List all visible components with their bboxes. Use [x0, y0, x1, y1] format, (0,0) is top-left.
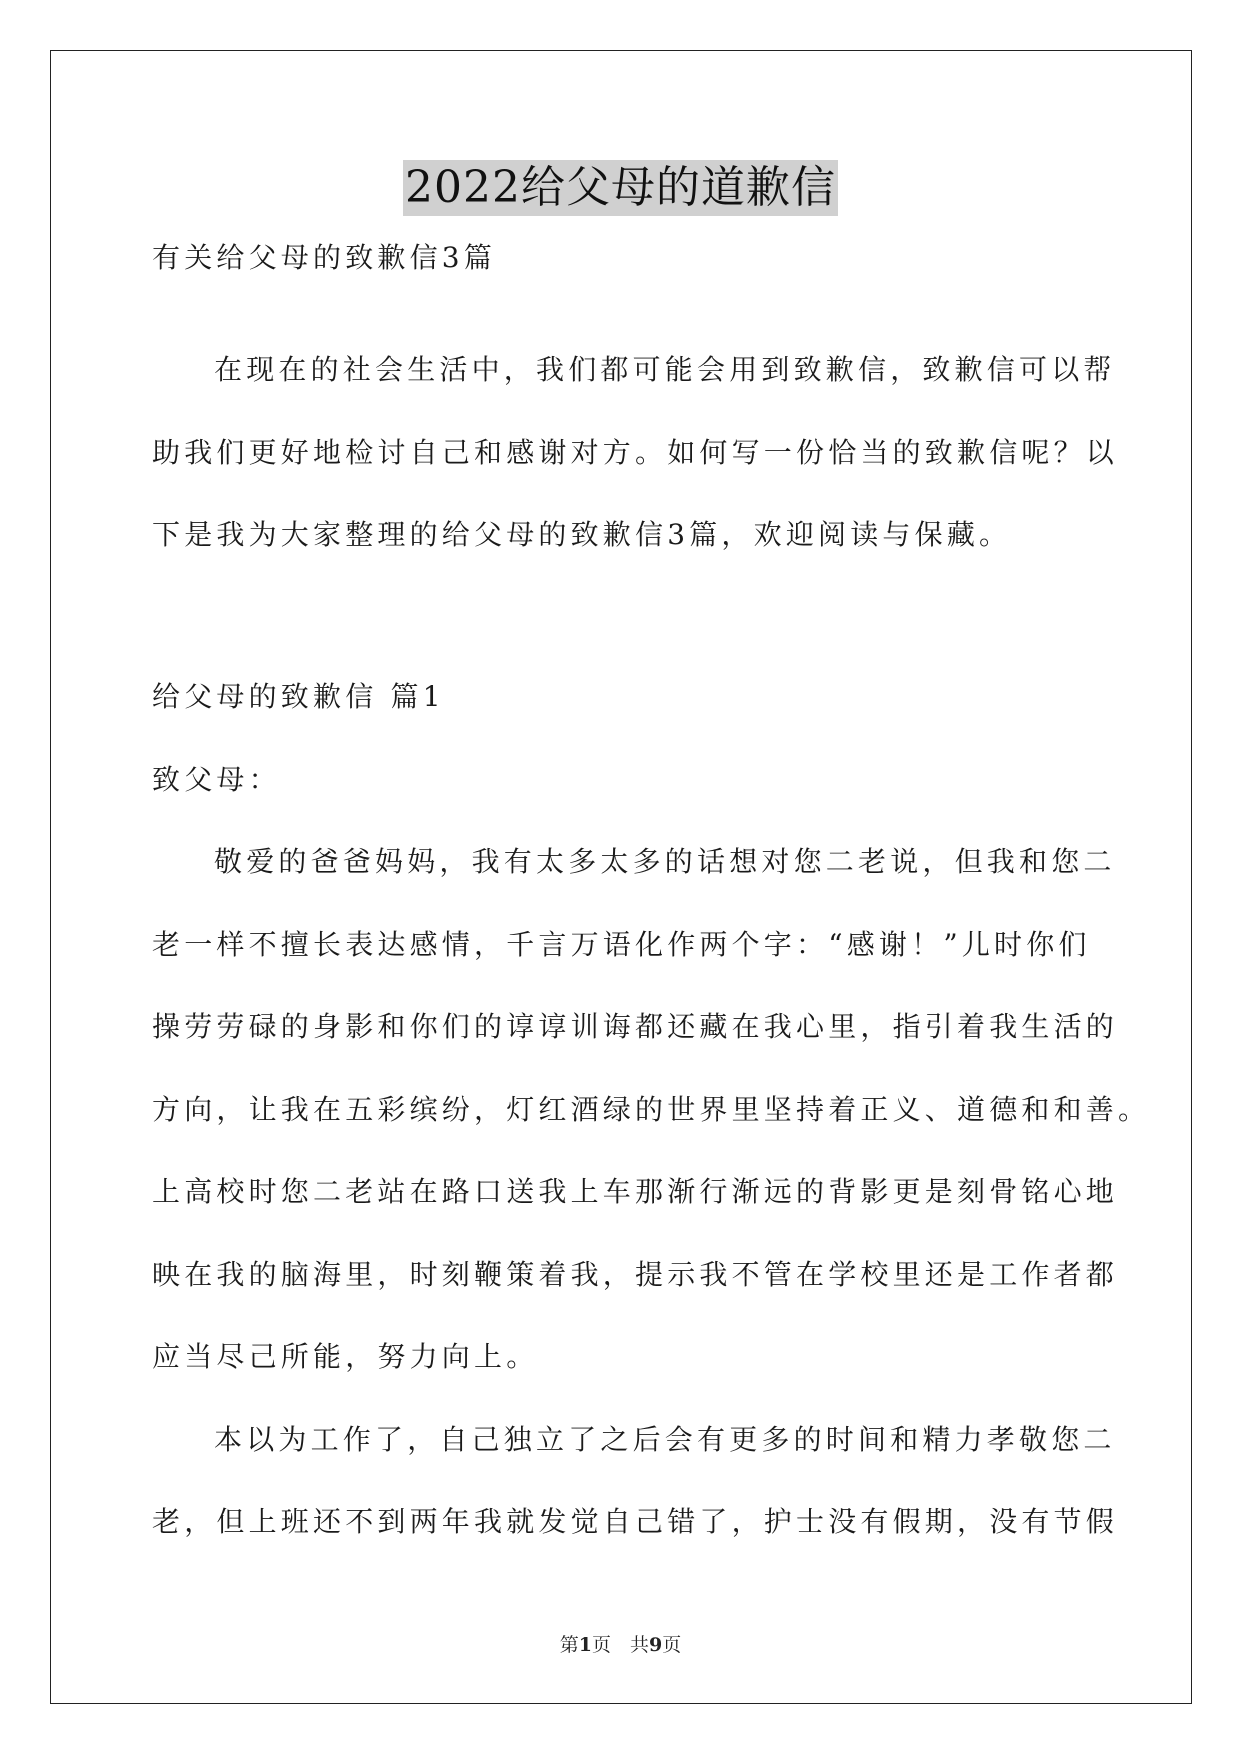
text-line: 老一样不擅长表达感情，千言万语化作两个字：“感谢！”儿时你们: [152, 928, 1091, 961]
total-page-number: 9: [649, 1634, 663, 1656]
text-line: 有关给父母的致歉信3篇: [152, 241, 497, 274]
text-line: 给父母的致歉信 篇1: [152, 680, 445, 713]
text-line: 助我们更好地检讨自己和感谢对方。如何写一份恰当的致歉信呢？以: [152, 436, 1119, 469]
text-line: 操劳劳碌的身影和你们的谆谆训诲都还藏在我心里，指引着我生活的: [152, 1010, 1119, 1043]
text-line: 老，但上班还不到两年我就发觉自己错了，护士没有假期，没有节假: [152, 1505, 1119, 1538]
document-title: 2022给父母的道歉信: [403, 160, 838, 216]
current-page-number: 1: [578, 1634, 592, 1656]
text-line: 下是我为大家整理的给父母的致歉信3篇，欢迎阅读与保藏。: [152, 518, 1012, 551]
title-container: [0, 160, 1241, 216]
footer-prefix: 第: [559, 1634, 579, 1656]
text-line: 敬爱的爸爸妈妈，我有太多太多的话想对您二老说，但我和您二: [214, 845, 1116, 878]
text-line: 致父母：: [152, 763, 281, 796]
footer-suffix: 页: [662, 1634, 682, 1656]
page-footer: [0, 1630, 1241, 1657]
text-line: 本以为工作了，自己独立了之后会有更多的时间和精力孝敬您二: [214, 1423, 1116, 1456]
text-line: 映在我的脑海里，时刻鞭策着我，提示我不管在学校里还是工作者都: [152, 1258, 1119, 1291]
footer-mid: 页 共: [591, 1634, 649, 1656]
text-line: 方向，让我在五彩缤纷，灯红酒绿的世界里坚持着正义、道德和和善。: [152, 1093, 1151, 1126]
text-line: 上高校时您二老站在路口送我上车那渐行渐远的背影更是刻骨铭心地: [152, 1175, 1119, 1208]
text-line: 在现在的社会生活中，我们都可能会用到致歉信，致歉信可以帮: [214, 353, 1116, 386]
text-line: 应当尽己所能，努力向上。: [152, 1340, 539, 1373]
